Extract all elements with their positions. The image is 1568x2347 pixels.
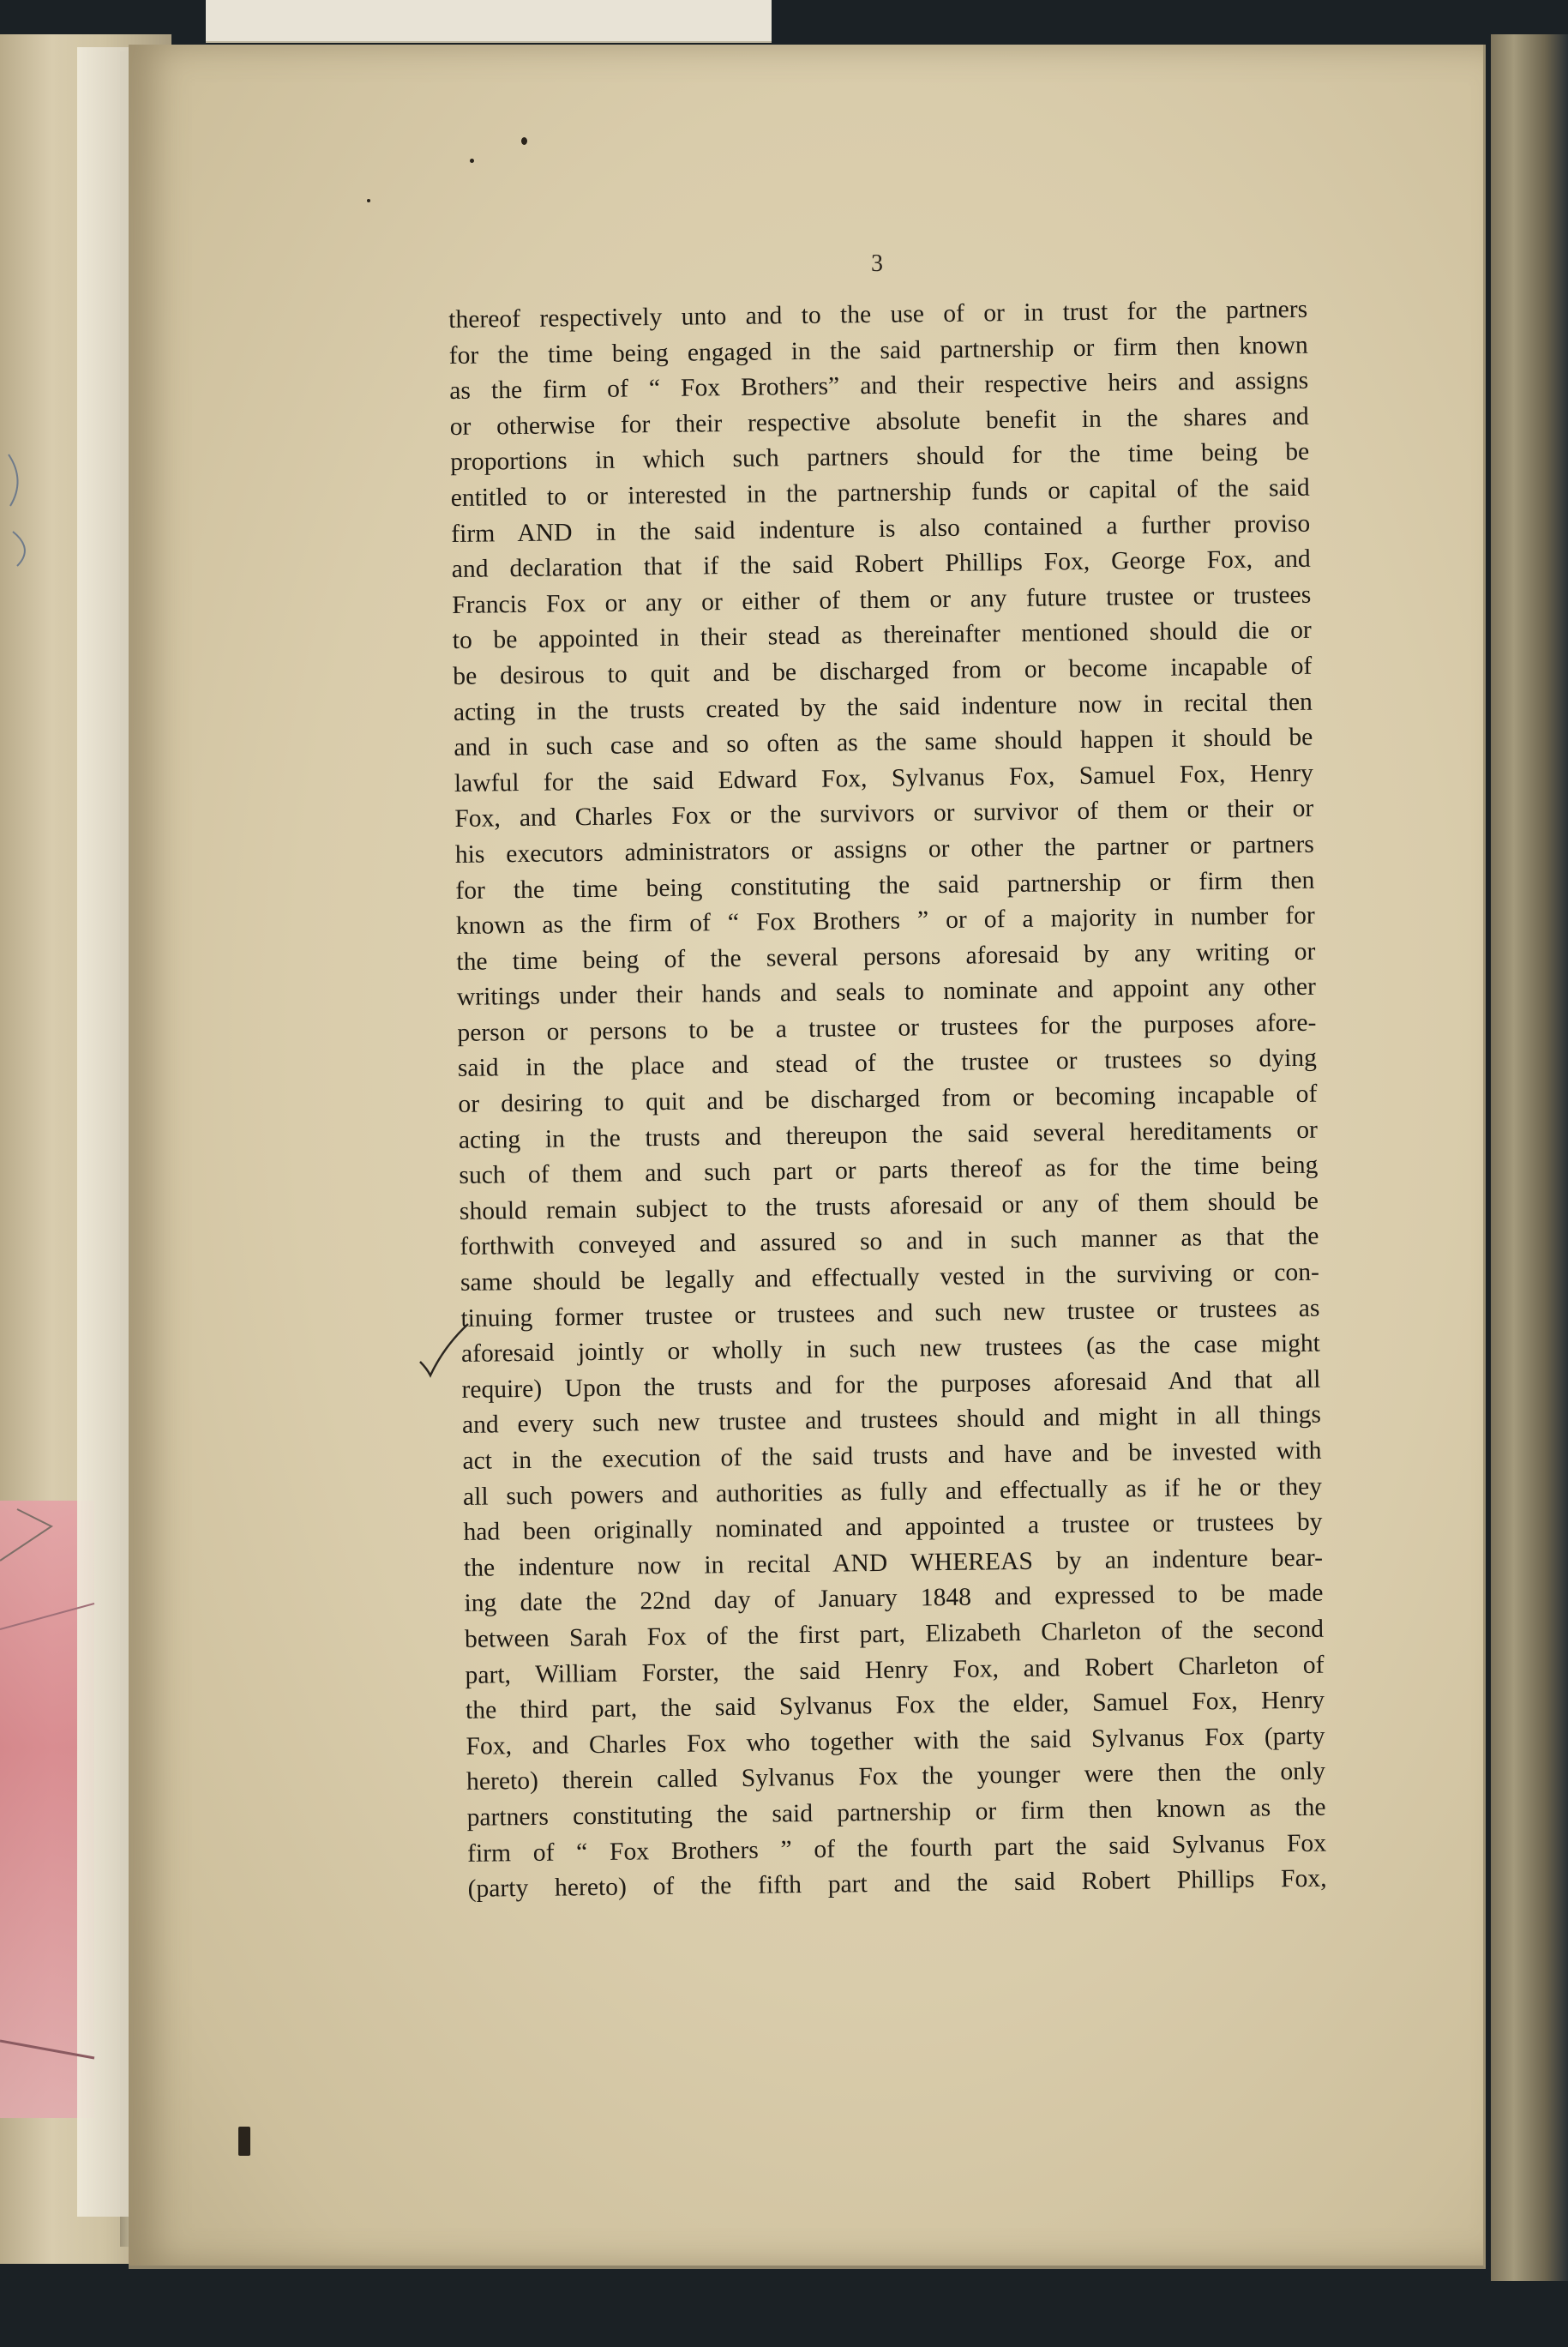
handwritten-tick-mark xyxy=(418,1321,470,1381)
text-line: forthwith conveyed and assured so and in such manner as that the xyxy=(460,1223,1319,1261)
text-line: the indenture now in recital AND WHEREAS by an indenture bear- xyxy=(463,1544,1324,1582)
text-line: and every such new trustee and trustees should and might in all things xyxy=(461,1401,1322,1440)
text-line: the third part, the said Sylvanus Fox the elder, Samuel Fox, Henry xyxy=(465,1686,1325,1725)
text-line: part, William Forster, the said Henry Fox, and Robert Charleton of xyxy=(465,1651,1325,1689)
text-line: writings under their hands and seals to nominate and appoint any other xyxy=(456,972,1317,1012)
text-line: (party hereto) of the fifth part and the said Robert Phillips Fox, xyxy=(467,1864,1327,1903)
text-line: all such powers and authorities as fully and effectually as if he or they xyxy=(462,1472,1323,1511)
text-line: Fox, and Charles Fox or the survivors or survivor of them or their or xyxy=(454,795,1314,833)
text-line: or otherwise for their respective absolute benefit in the shares and xyxy=(449,402,1309,441)
text-line: as the firm of “ Fox Brothers” and their respective heirs and assigns xyxy=(449,366,1309,406)
text-line: the time being of the several persons aforesaid by any writing or xyxy=(456,937,1316,976)
text-line: had been originally nominated and appointed a trustee or trustees by xyxy=(463,1507,1323,1547)
text-line: require) Upon the trusts and for the purposes aforesaid And that all xyxy=(461,1365,1321,1404)
text-line: act in the execution of the said trusts and have and be invested with xyxy=(462,1436,1322,1475)
text-line: thereof respectively unto and to the use of or in trust for the partners xyxy=(448,295,1308,334)
text-line: acting in the trusts created by the said indenture now in recital then xyxy=(453,688,1313,726)
text-line: proportions in which such partners should for the time being be xyxy=(450,438,1310,477)
page-number: 3 xyxy=(871,250,883,277)
text-line: to be appointed in their stead as thereinafter mentioned should die or xyxy=(452,617,1312,655)
text-line: should remain subject to the trusts aforesaid or any of them should be xyxy=(459,1187,1319,1225)
text-line: his executors administrators or assigns or other the partner or partners xyxy=(454,830,1314,869)
text-line: Francis Fox or any or either of them or any future trustee or trustees xyxy=(452,581,1312,619)
text-line: Fox, and Charles Fox who together with the said Sylvanus Fox (party xyxy=(466,1722,1325,1760)
book-right-edge xyxy=(1491,34,1568,2281)
ink-speck xyxy=(521,137,527,145)
text-line: firm of “ Fox Brothers ” of the fourth part the said Sylvanus Fox xyxy=(466,1829,1327,1868)
text-line: known as the firm of “ Fox Brothers ” or of a majority in number for xyxy=(455,901,1316,941)
text-line: same should be legally and effectually vested in the surviving or con- xyxy=(460,1258,1320,1297)
text-line: aforesaid jointly or wholly in such new trustees (as the case might xyxy=(460,1329,1321,1369)
text-line: and declaration that if the said Robert Phillips Fox, George Fox, and xyxy=(451,545,1311,584)
text-line: for the time being constituting the said partnership or firm then xyxy=(455,866,1315,905)
text-line: person or persons to be a trustee or trustees for the purposes afore- xyxy=(457,1008,1317,1047)
body-text xyxy=(448,292,1327,1908)
text-line: tinuing former trustee or trustees and such new trustee or trustees as xyxy=(460,1294,1320,1333)
text-line: lawful for the said Edward Fox, Sylvanus Fox, Samuel Fox, Henry xyxy=(454,759,1313,797)
text-line: such of them and such part or parts thereof as for the time being xyxy=(459,1151,1319,1190)
text-line: between Sarah Fox of the first part, Elizabeth Charleton of the second xyxy=(464,1615,1325,1653)
text-line: ing date the 22nd day of January 1848 and expressed to be made xyxy=(464,1580,1324,1618)
text-line: firm AND in the said indenture is also contained a further proviso xyxy=(451,509,1311,548)
ink-speck xyxy=(470,159,474,163)
top-paper-slip xyxy=(206,0,772,43)
ink-mark xyxy=(238,2127,250,2156)
text-line: entitled to or interested in the partnership funds or capital of the said xyxy=(450,473,1310,512)
text-line: acting in the trusts and thereupon the said several hereditaments or xyxy=(458,1116,1319,1154)
text-line: for the time being engaged in the said partnership or firm then known xyxy=(448,331,1308,370)
text-line: be desirous to quit and be discharged from or become incapable of xyxy=(453,652,1313,690)
text-line: and in such case and so often as the same should happen it should be xyxy=(454,723,1313,762)
text-line: said in the place and stead of the trustee or trustees so dying xyxy=(457,1044,1318,1083)
text-line: partners constituting the said partnership or firm then known as the xyxy=(466,1793,1326,1832)
ink-speck xyxy=(367,199,370,202)
text-line: hereto) therein called Sylvanus Fox the younger were then the only xyxy=(466,1757,1326,1796)
text-line: or desiring to quit and be discharged from or becoming incapable of xyxy=(458,1080,1318,1118)
